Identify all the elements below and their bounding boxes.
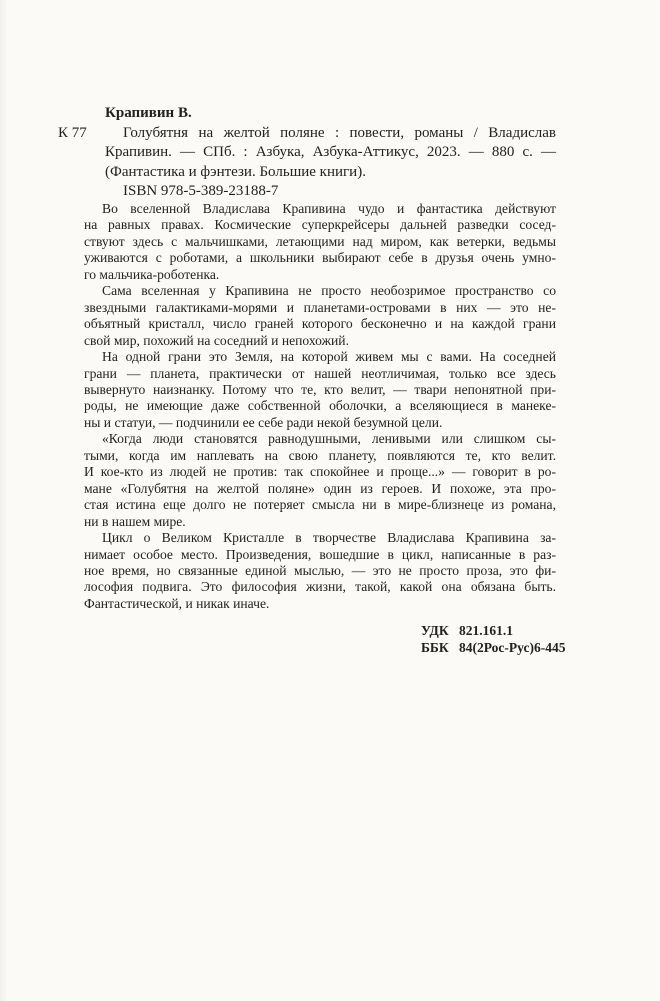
- catalog-code: К 77: [58, 124, 87, 141]
- annotation-line: На одной грани это Земля, на которой живем мы с вами. На соседней: [102, 349, 556, 365]
- card-line: (Фантастика и фэнтези. Большие книги).: [105, 163, 366, 180]
- annotation-line: ны и статуи, — подчинили ее себе ради некой безумной цели.: [84, 414, 443, 430]
- annotation-line: стая истина еще долго не потеряет смысла ни в мире-близнеце из романа,: [84, 497, 556, 513]
- annotation-line: нимает особое место. Произведения, вошедшие в цикл, написанные в раз-: [84, 546, 556, 562]
- paragraph: [84, 431, 556, 530]
- annotation-line: объятный кристалл, число граней которого бесконечно и на каждой грани: [84, 316, 556, 332]
- classification-block: [421, 622, 565, 656]
- card-line: Голубятня на желтой поляне : повести, романы / Владислав: [123, 124, 556, 141]
- paragraph: [84, 349, 556, 431]
- catalog-card: [58, 104, 556, 202]
- bbk-label: ББК: [421, 640, 449, 655]
- annotation-line: грани — планета, практически от нашей неотличимая, только все здесь: [84, 365, 556, 381]
- card-line: Крапивин. — СПб. : Азбука, Азбука-Аттикус, 2023. — 880 с. —: [105, 144, 556, 160]
- bbk-value: 84(2Рос-Рус)6-445: [459, 640, 566, 655]
- annotation-line: Сама вселенная у Крапивина не просто необозримое пространство со: [102, 283, 556, 299]
- annotation-line: уживаются с роботами, а школьники выбирают себе в друзья очень умно-: [84, 250, 556, 266]
- author-heading: Крапивин В.: [105, 105, 192, 121]
- annotation-line: ствуют здесь с мальчишками, летающими над миром, как ветерки, ведьмы: [84, 233, 556, 249]
- bibliographic-description: [105, 124, 556, 183]
- annotation-line: лософия подвига. Это философия жизни, такой, какой она обязана быть.: [84, 579, 556, 595]
- annotation-line: свой мир, похожий на соседний и непохожий.: [84, 332, 349, 348]
- paragraph: [84, 201, 556, 283]
- annotation-text: [84, 201, 556, 612]
- paragraph: [84, 530, 556, 612]
- annotation-line: ни в нашем мире.: [84, 513, 186, 529]
- annotation-line: тыми, когда им наплевать на свою планету, появляются те, кто велит.: [84, 447, 556, 463]
- paragraph: [84, 283, 556, 349]
- annotation-line: мане «Голубятня на желтой поляне» один из героев. И похоже, эта про-: [84, 480, 556, 496]
- annotation-line: ное время, но связанные единой мыслью, — это не просто проза, это фи-: [84, 562, 556, 578]
- annotation-line: Цикл о Великом Кристалле в творчестве Владислава Крапивина за-: [102, 530, 556, 546]
- annotation-line: звездными галактиками-морями и планетами-островами в них — это не-: [84, 299, 556, 315]
- annotation-line: вывернуто наизнанку. Потому что те, кто велит, — твари непонятной при-: [84, 381, 556, 397]
- annotation-line: роды, не имеющие даже собственной оболочки, а вселяющиеся в манеке-: [84, 398, 556, 414]
- udk-label: УДК: [421, 623, 449, 638]
- annotation-line: И кое-кто из людей не против: так спокойнее и проще...» — говорит в ро-: [84, 464, 556, 480]
- udk-value: 821.161.1: [459, 623, 513, 638]
- annotation-line: го мальчика-роботенка.: [84, 266, 220, 282]
- isbn-line: ISBN 978-5-389-23188-7: [123, 183, 279, 199]
- annotation-line: Во вселенной Владислава Крапивина чудо и фантастика действуют: [102, 201, 556, 216]
- annotation-line: Фантастической, и никак иначе.: [84, 595, 270, 611]
- annotation-line: на равных правах. Космические суперкрейсеры дальней разведки сосед-: [84, 217, 556, 233]
- annotation-line: «Когда люди становятся равнодушными, ленивыми или слишком сы-: [102, 431, 556, 447]
